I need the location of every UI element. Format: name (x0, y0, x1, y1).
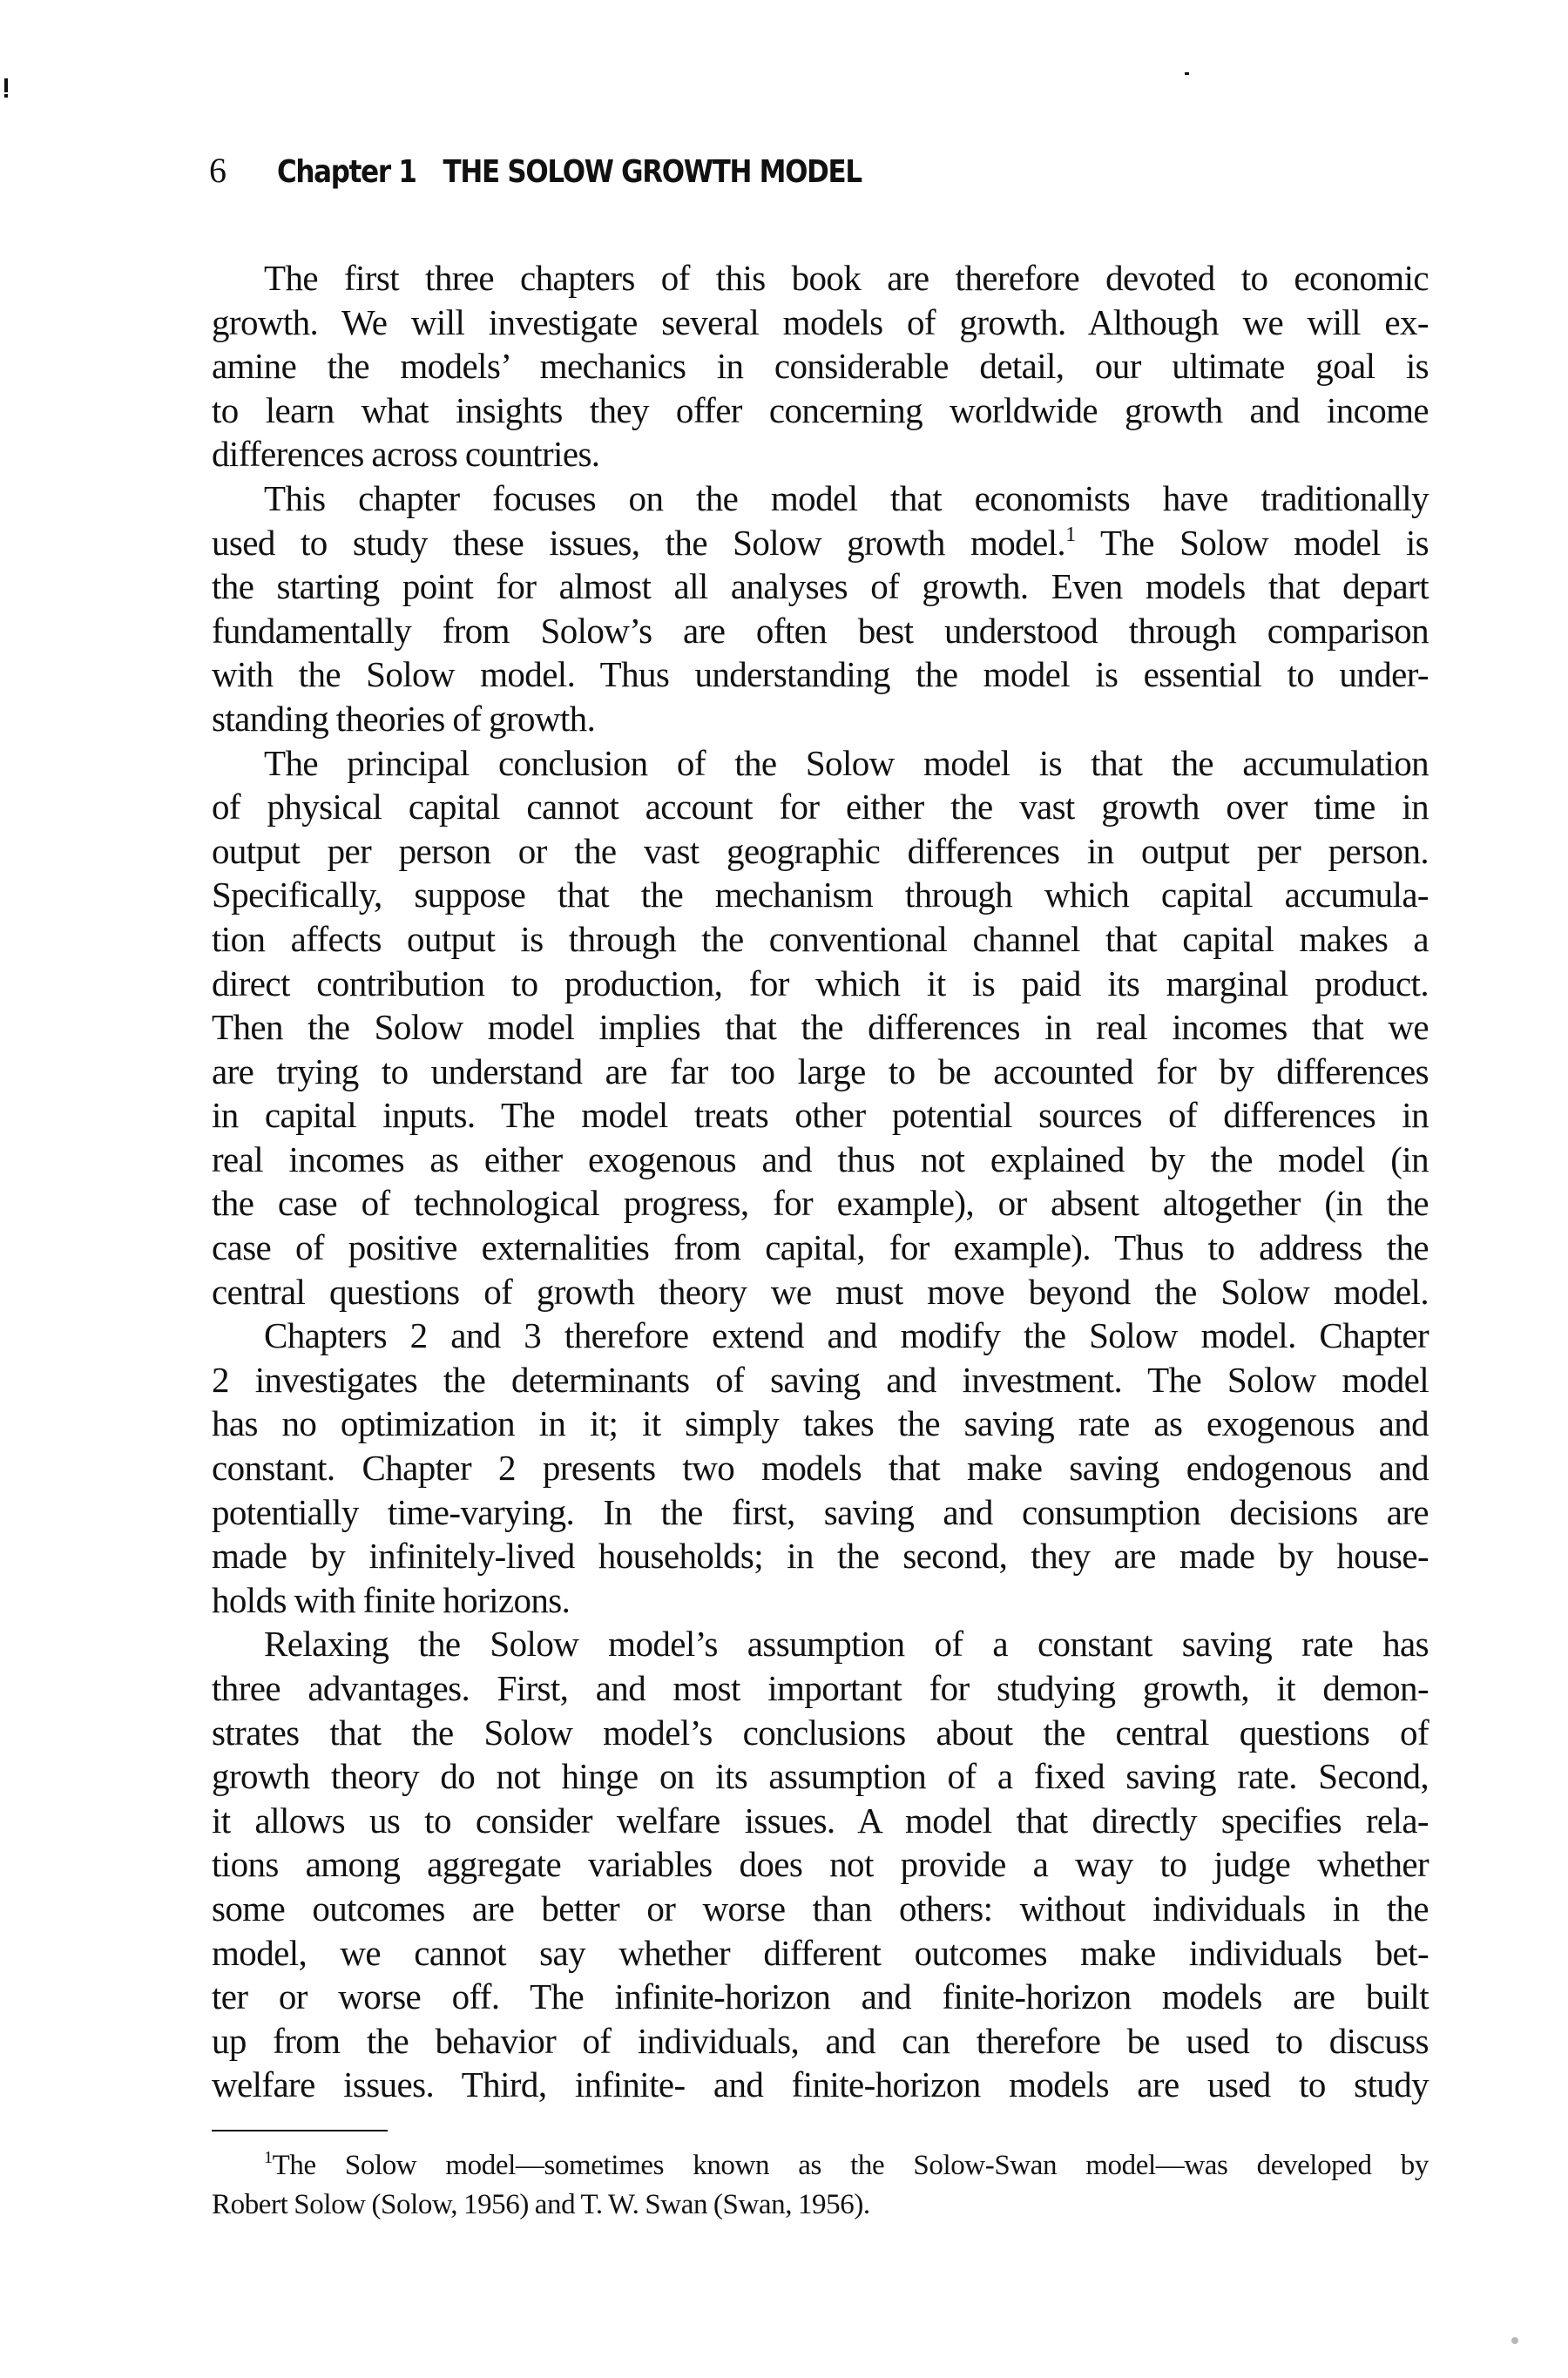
text-line: The first three chapters of this book are therefore devoted to economic (264, 258, 1429, 298)
text-line: used to study these issues, the Solow growth model.$^1$ The Solow model is (212, 522, 1429, 563)
footnote-marker: 1 (264, 2148, 273, 2167)
text-line: constant. Chapter 2 presents two models that make saving endogenous and (212, 1448, 1429, 1489)
text-line: central questions of growth theory we must move beyond the Solow model. (212, 1271, 1429, 1312)
text-line: growth. We will investigate several models of growth. Although we will ex- (212, 301, 1429, 342)
text-line: made by infinitely-lived households; in the second, they are made by house- (212, 1536, 1429, 1577)
text-line: to learn what insights they offer concerning worldwide growth and income (212, 389, 1429, 430)
text-line: tions among aggregate variables does not provide a way to judge whether (212, 1844, 1429, 1885)
paragraph (212, 256, 1429, 476)
text-line: in capital inputs. The model treats other potential sources of differences in (212, 1095, 1429, 1136)
text-line: ter or worse off. The infinite-horizon and finite-horizon models are built (212, 1976, 1429, 2017)
text-line: strates that the Solow model’s conclusions about the central questions of (212, 1712, 1429, 1753)
text-line: real incomes as either exogenous and thus not explained by the model (in (212, 1138, 1429, 1179)
text-line: case of positive externalities from capital, for example). Thus to address the (212, 1227, 1429, 1268)
footnote (212, 2146, 1429, 2225)
text-line: 2 investigates the determinants of saving and investment. The Solow model (212, 1359, 1429, 1400)
text-line: are trying to understand are far too large to be accounted for by differences (212, 1051, 1429, 1091)
text-line: it allows us to consider welfare issues. A model that directly specifies rela- (212, 1800, 1429, 1841)
text-line: model, we cannot say whether different outcomes make individuals bet- (212, 1932, 1429, 1973)
text-line: Specifically, suppose that the mechanism through which capital accumula- (212, 875, 1429, 915)
chapter-heading (277, 154, 862, 190)
text-line: Relaxing the Solow model’s assumption of a constant saving rate has (264, 1624, 1429, 1665)
scan-smudge (1511, 2337, 1518, 2344)
text-line: some outcomes are better or worse than others: without individuals in the (212, 1888, 1429, 1929)
text-line: of physical capital cannot account for either the vast growth over time in (212, 787, 1429, 828)
page-number: 6 (209, 151, 226, 190)
text-line: fundamentally from Solow’s are often best understood through comparison (212, 610, 1429, 651)
paragraph (212, 741, 1429, 1314)
paragraph (212, 1622, 1429, 2107)
text-line: differences across countries. (212, 434, 600, 475)
footnote-divider (212, 2130, 388, 2131)
chapter-title: THE SOLOW GROWTH MODEL (443, 154, 862, 190)
text-line: Chapters 2 and 3 therefore extend and modify the Solow model. Chapter (264, 1315, 1429, 1356)
text-line: The principal conclusion of the Solow model is that the accumulation (264, 742, 1429, 783)
text-line: Then the Solow model implies that the differences in real incomes that we (212, 1007, 1429, 1048)
text-line: the starting point for almost all analyses of growth. Even models that depart (212, 566, 1429, 607)
text-line: with the Solow model. Thus understanding the model is essential to under- (212, 654, 1429, 695)
text-line: holds with finite horizons. (212, 1579, 571, 1620)
text-line: direct contribution to production, for which it is paid its marginal product. (212, 963, 1429, 1003)
text-line: welfare issues. Third, infinite- and finite-horizon models are used to study (212, 2064, 1429, 2105)
footnote-line: $^1$The Solow model—sometimes known as the Solow-Swan model—was developed by (264, 2148, 1429, 2181)
text-line: potentially time-varying. In the first, saving and consumption decisions are (212, 1491, 1429, 1532)
text-line: output per person or the vast geographic differences in output per person. (212, 830, 1429, 871)
text-line: growth theory do not hinge on its assumption of a fixed saving rate. Second, (212, 1756, 1429, 1797)
footnote-reference[interactable]: 1 (1065, 523, 1076, 546)
chapter-label: Chapter 1 (277, 154, 416, 190)
text-line: has no optimization in it; it simply takes the saving rate as exogenous and (212, 1403, 1429, 1444)
footnote-line: Robert Solow (Solow, 1956) and T. W. Swan (Swan, 1956). (212, 2189, 870, 2220)
text-line: up from the behavior of individuals, and can therefore be used to discuss (212, 2020, 1429, 2061)
running-header (209, 150, 956, 192)
text-line: tion affects output is through the conventional channel that capital makes a (212, 918, 1429, 959)
text-line: three advantages. First, and most important for studying growth, it demon- (212, 1668, 1429, 1708)
text-line: the case of technological progress, for example), or absent altogether (in the (212, 1183, 1429, 1224)
scan-mark (4, 94, 8, 98)
body-text (212, 256, 1429, 2107)
paragraph (212, 1314, 1429, 1622)
text-line: amine the models’ mechanics in considerable detail, our ultimate goal is (212, 346, 1429, 387)
text-line: standing theories of growth. (212, 698, 596, 739)
text-line: This chapter focuses on the model that economists have traditionally (264, 477, 1429, 518)
scan-mark (1185, 72, 1189, 75)
scan-mark (4, 78, 8, 92)
paragraph (212, 476, 1429, 741)
